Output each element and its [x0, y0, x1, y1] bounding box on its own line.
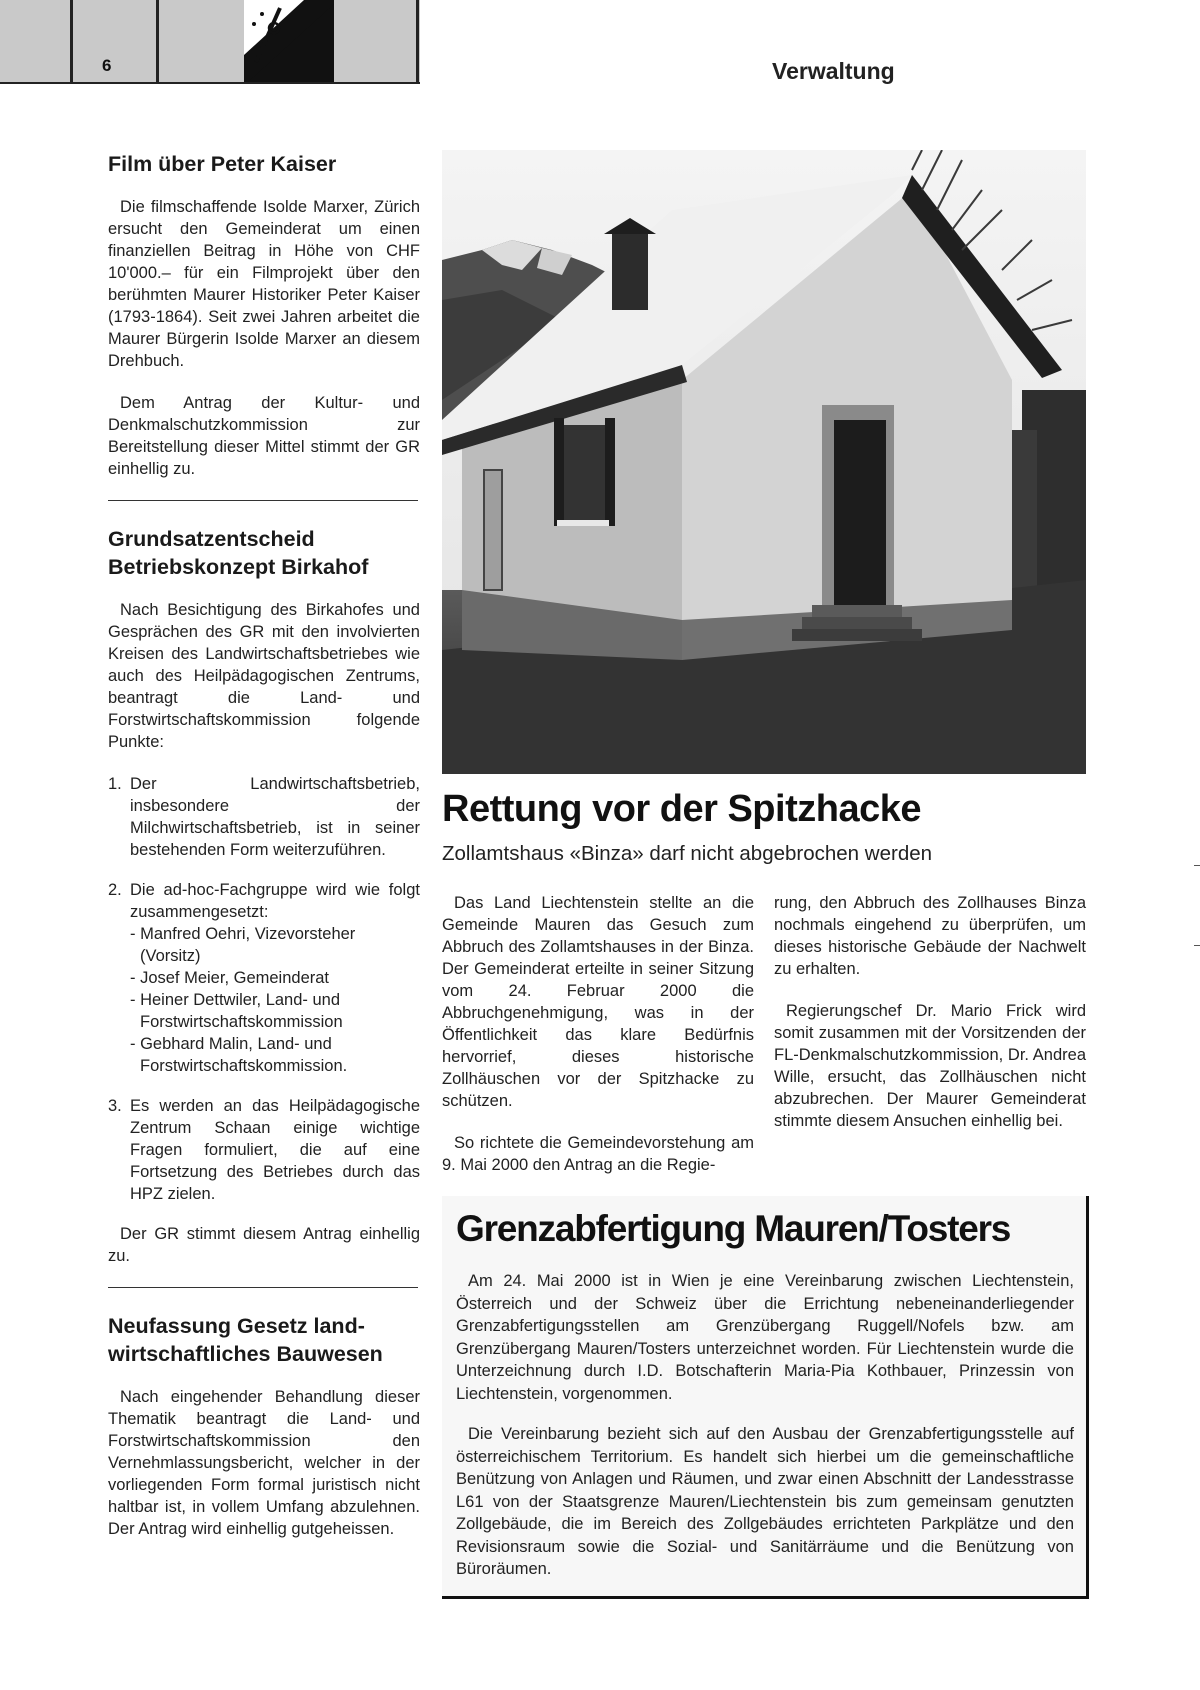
point-number: 3. — [108, 1097, 122, 1115]
member-list — [130, 923, 420, 1077]
member-item: - Manfred Oehri, Vizevorsteher (Vorsitz) — [130, 925, 356, 965]
point-number: 1. — [108, 775, 122, 793]
film-title: Film über Peter Kaiser — [108, 152, 337, 176]
bauwesen-paragraph: Nach eingehender Behandlung dieser Thematik beantragt die Land- und Forstwirtschaftskommission den Vernehmlassungsbericht, welcher in der vorliegenden Form formal juristisch nicht haltbar ist, in vollem Umfang abzulehnen. Der Antrag wird einhellig gutgeheissen. — [108, 1388, 420, 1538]
header-divider — [416, 0, 419, 82]
article-paragraph: Das Land Liechtenstein stellte an die Gemeinde Mauren das Gesuch zum Abbruch des Zollamtshauses in der Binza. Der Gemeinderat erteilte in seiner Sitzung vom 24. Februar 2000 die Abbruchgenehmigung, was in der Öffentlichkeit das klare Bedürfnis hervorrief, dieses historische Zollhäuschen vor der Spitzhacke zu schützen. — [442, 894, 754, 1110]
point-number: 2. — [108, 881, 122, 899]
birkahof-title-line-2: Betriebskonzept Birkahof — [108, 555, 369, 579]
page-number: 6 — [102, 56, 112, 75]
article-column-1 — [442, 892, 754, 1196]
box-title: Grenzabfertigung Mauren/Tosters — [456, 1208, 1011, 1249]
member-item: - Heiner Dettwiler, Land- und Forstwirtschaftskommission — [130, 991, 343, 1031]
coat-of-arms-logo — [244, 0, 334, 82]
customs-house-illustration — [442, 150, 1086, 774]
section-label: Verwaltung — [772, 58, 895, 84]
list-item — [108, 773, 420, 861]
bauwesen-title-line-2: wirtschaftliches Bauwesen — [108, 1342, 383, 1366]
article-paragraph: So richtete die Gemeindevorstehung am 9. Mai 2000 den Antrag an die Regie- — [442, 1134, 754, 1174]
section-divider — [108, 500, 418, 501]
article-headline: Rettung vor der Spitzhacke — [442, 788, 921, 830]
list-item — [108, 879, 420, 1077]
section-divider — [108, 1287, 418, 1288]
film-paragraph-1: Die filmschaffende Isolde Marxer, Zürich ersucht den Gemeinderat um einen finanziellen Beitrag in Höhe von CHF 10'000.– für ein Filmprojekt über den berühmten Maurer Historiker Peter Kaiser (1793-1864). Seit zwei Jahren arbeitet die Maurer Bürgerin Isolde Marxer an diesem Drehbuch. — [108, 198, 420, 370]
customs-house-photo — [442, 150, 1086, 774]
film-paragraph-2: Dem Antrag der Kultur- und Denkmalschutzkommission zur Bereitstellung dieser Mittel stimmt der GR einhellig zu. — [108, 394, 420, 478]
margin-mark — [1194, 865, 1200, 866]
bauwesen-title-line-1: Neufassung Gesetz land- — [108, 1314, 365, 1338]
birkahof-closing: Der GR stimmt diesem Antrag einhellig zu. — [108, 1225, 420, 1265]
header-divider — [156, 0, 159, 82]
birkahof-points — [108, 773, 420, 1205]
box-paragraph: Die Vereinbarung bezieht sich auf den Ausbau der Grenzabfertigungsstelle auf österreichischem Territorium. Es handelt sich hierbei um die gemeinschaftliche Benützung von Anlagen und Räumen, und zwar einen Abschnitt der Landesstrasse L61 von der Staatsgrenze Mauren/Liechtenstein bis zum gemeinsam genutzten Zollgebäude, die im Bereich des Zollgebäudes errichteten Parkplätze und den Revisionsraum sowie die Sozial- und Sanitärräume und die Benützung von Büroräumen. — [456, 1425, 1074, 1578]
box-paragraph: Am 24. Mai 2000 ist in Wien je eine Vereinbarung zwischen Liechtenstein, Österreich und der Schweiz über die Errichtung nebeneinanderliegender Grenzabfertigungsstellen am Grenzübergang Ruggell/Nofels bzw. am Grenzübergang Mauren/Tosters unterzeichnet worden. Für Liechtenstein wurde die Unterzeichnung durch I.D. Botschafterin Maria-Pia Kothbauer, Prinzessin von Liechtenstein, vorgenommen. — [456, 1272, 1074, 1403]
member-item: - Gebhard Malin, Land- und Forstwirtschaftskommission. — [130, 1035, 348, 1075]
point-text: Die ad-hoc-Fachgruppe wird wie folgt zusammengesetzt: — [130, 881, 420, 921]
box-body — [456, 1270, 1074, 1599]
point-text: Der Landwirtschaftsbetrieb, insbesondere der Milchwirtschaftsbetrieb, ist in seiner bestehenden Form weiterzuführen. — [130, 775, 420, 859]
bauwesen-title — [108, 1312, 420, 1368]
list-item — [108, 1095, 420, 1205]
birkahof-title — [108, 525, 420, 581]
birkahof-intro: Nach Besichtigung des Birkahofes und Gesprächen des GR mit den involvierten Kreisen des Landwirtschaftsbetriebes wie auch des Heilpädagogischen Zentrums, beantragt die Land- und Forstwirtschaftskommission folgende Punkte: — [108, 601, 420, 751]
border-crossing-box — [442, 1196, 1089, 1599]
left-column — [108, 150, 420, 1560]
article-subheadline: Zollamtshaus «Binza» darf nicht abgebrochen werden — [442, 842, 933, 865]
birkahof-title-line-1: Grundsatzentscheid — [108, 527, 315, 551]
point-text: Es werden an das Heilpädagogische Zentrum Schaan einige wichtige Fragen formuliert, die auf eine Fortsetzung des Betriebes durch das HPZ zielen. — [130, 1097, 420, 1203]
member-item: - Josef Meier, Gemeinderat — [130, 969, 329, 987]
article-column-2 — [774, 892, 1086, 1152]
article-paragraph: Regierungschef Dr. Mario Frick wird somit zusammen mit der Vorsitzenden der FL-Denkmalschutzkommission, Dr. Andrea Wille, ersucht, das Zollhäuschen nicht abzubrechen. Der Maurer Gemeinderat stimmte diesem Ansuchen einhellig bei. — [774, 1002, 1086, 1130]
header-divider — [70, 0, 73, 82]
margin-mark — [1194, 945, 1200, 946]
header-bar — [0, 0, 420, 84]
article-paragraph: rung, den Abbruch des Zollhauses Binza nochmals eingehend zu überprüfen, um dieses historische Gebäude der Nachwelt zu erhalten. — [774, 894, 1086, 978]
